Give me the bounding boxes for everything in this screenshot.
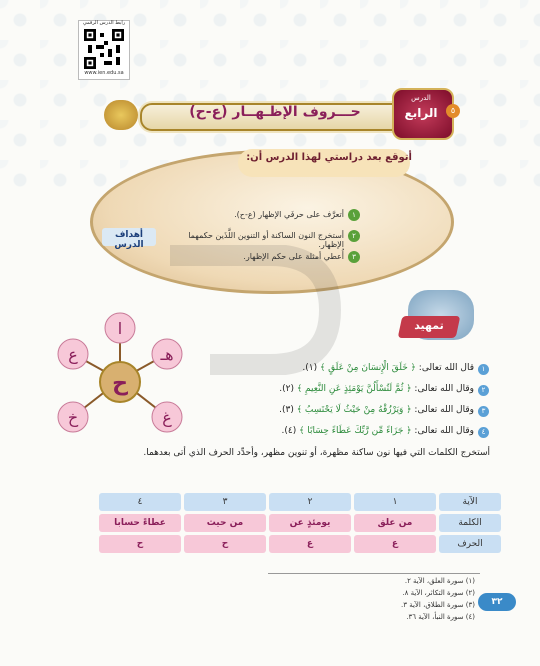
verse-number: ٣ [478, 406, 489, 417]
row-label: الآية [439, 493, 501, 511]
diagram-center-letter: ح [112, 371, 128, 396]
objective-number: ٣ [348, 251, 360, 263]
verse-line [204, 384, 474, 394]
verse-ayah: ﴿ جَزَاءً مِّن رَّبِّكَ عَطَاءً حِسَابًا ﴾ [299, 426, 412, 436]
verse-ref: (١). [302, 363, 318, 373]
footnote: (٢) سورة التكاثر، الآية ٨. [402, 589, 475, 597]
verse-ref: (٤). [281, 426, 297, 436]
verse-ayah: ﴿ خَلَقَ الْإِنسَانَ مِنْ عَلَقٍ ﴾ [319, 363, 416, 373]
verse-ayah: ﴿ وَيَرْزُقْهُ مِنْ حَيْثُ لَا يَحْتَسِبُ ﴾ [296, 405, 412, 415]
table-cell: ٤ [99, 493, 181, 511]
qr-code-icon [84, 29, 124, 69]
lesson-title: حـــروف الإظـهــار (ع-ح) [189, 104, 361, 120]
verse-line [214, 426, 474, 436]
lesson-badge-small: الدرس [411, 94, 431, 102]
lesson-badge-number: الرابع [404, 106, 438, 120]
footnote: (٤) سورة النبأ، الآية ٣٦. [406, 613, 475, 621]
objective-text: أتعرَّف على حرفَي الإظهار (ع-ح). [234, 210, 344, 219]
verse-ayah: ﴿ ثُمَّ لَتُسْأَلُنَّ يَوْمَئِذٍ عَنِ النَّعِيمِ ﴾ [296, 384, 412, 394]
section-title: تمهيد [414, 319, 444, 332]
verse-number: ١ [478, 364, 489, 375]
verse-prefix: وقال الله تعالى: [414, 426, 474, 436]
qr-label: www.ien.edu.sa [84, 70, 124, 76]
table-row [99, 493, 501, 511]
banner-left-ornament [104, 100, 138, 130]
table-cell: ٣ [184, 493, 266, 511]
petal-letter: خ [67, 408, 79, 427]
table-cell: ٢ [269, 493, 351, 511]
page-number: ٣٢ [478, 593, 516, 611]
unit-number: ٥ [446, 104, 460, 118]
objective-text: أُعطي أمثلة على حكم الإظهار. [243, 252, 344, 261]
verse-number: ٤ [478, 427, 489, 438]
verse-prefix: قال الله تعالى: [418, 363, 474, 373]
table-row [99, 514, 501, 532]
petal-letter: هـ [160, 345, 174, 364]
objective-number: ١ [348, 209, 360, 221]
table-cell[interactable]: عطاءً حسابا [99, 514, 181, 532]
table-cell[interactable]: من حيث [184, 514, 266, 532]
verse-prefix: وقال الله تعالى: [414, 405, 474, 415]
verse-ref: (٢). [279, 384, 294, 394]
petal-letter: ع [68, 345, 78, 364]
row-label: الكلمة [439, 514, 501, 532]
objective-number: ٢ [348, 230, 360, 242]
qr-code-box[interactable] [78, 20, 130, 80]
table-cell: ١ [354, 493, 436, 511]
objective-text: أستخرج النون الساكنة أو التنوين اللَّذَين حكمهما الإظهار. [188, 231, 344, 249]
task-paragraph: أستخرج الكلمات التي فيها نون ساكنة مظهرة، أو تنوين مظهر، وأحدِّد الحرف الذي أتى بعدهما. [143, 448, 490, 458]
answer-table [96, 490, 504, 556]
table-cell[interactable]: ع [354, 535, 436, 553]
qr-title: رابط الدرس الرقمي [82, 20, 126, 26]
table-cell[interactable]: من علق [354, 514, 436, 532]
table-cell[interactable]: ع [269, 535, 351, 553]
petal-letter: غ [162, 408, 172, 427]
letters-diagram [30, 300, 230, 450]
verse-prefix: وقال الله تعالى: [414, 384, 474, 394]
verse-line [224, 363, 474, 373]
verse-line [204, 405, 474, 415]
footnote: (٣) سورة الطلاق، الآية ٣. [401, 601, 475, 609]
verse-number: ٢ [478, 385, 489, 396]
objectives-heading: أتوقع بعد دراستي لهذا الدرس أن: [246, 152, 412, 163]
table-cell[interactable]: ح [99, 535, 181, 553]
row-label: الحرف [439, 535, 501, 553]
table-cell[interactable]: ح [184, 535, 266, 553]
footnote: (١) سورة العلق، الآية ٢. [404, 577, 475, 585]
footnote-divider [268, 573, 480, 574]
objectives-label: أهداف الدرس [114, 230, 144, 250]
table-row [99, 535, 501, 553]
verse-ref: (٣). [279, 405, 294, 415]
petal-letter: ا [117, 319, 123, 338]
table-cell[interactable]: يومئذٍ عن [269, 514, 351, 532]
